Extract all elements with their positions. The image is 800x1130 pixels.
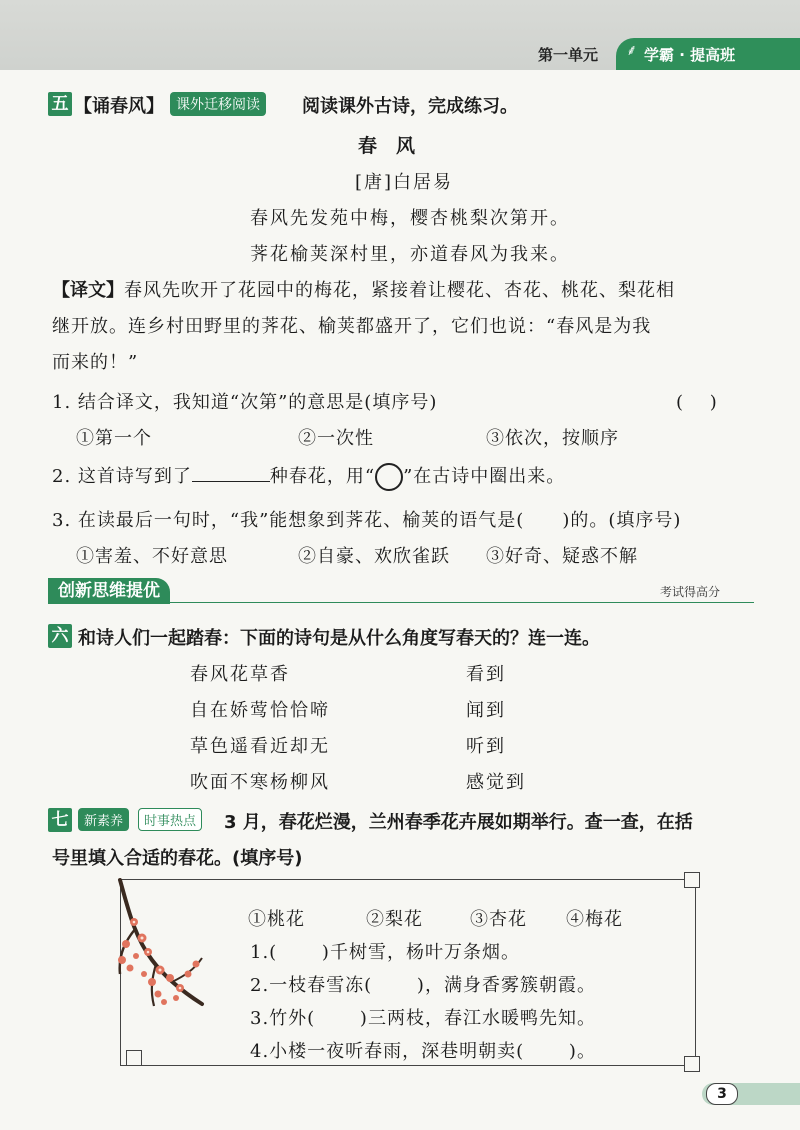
innovation-note: 考试得高分 [660,585,721,599]
fill-line-2[interactable]: 2.一枝春雪冻( )，满身香雾簇朝霞。 [250,975,596,996]
brand-label: 学霸 · 提高班 [644,46,736,64]
q1-option-3: ③依次，按顺序 [486,428,619,449]
question-2-part-a: 2. 这首诗写到了 [52,466,192,487]
fill-line-1[interactable]: 1.( )千树雪，杨叶万条烟。 [250,942,520,963]
section-5-number: 五 [48,92,72,116]
frame-corner-bottom-left [126,1050,142,1066]
section-5-instruction: 阅读课外古诗，完成练习。 [302,96,518,117]
translation-line-1 [52,276,675,302]
flower-option-4: ④梅花 [566,909,623,930]
question-1: 1. 结合译文，我知道“次第”的意思是(填序号) [52,392,438,413]
q1-option-2: ②一次性 [298,428,374,449]
match-right-4[interactable]: 感觉到 [466,772,526,793]
question-1-answer-paren[interactable]: ( ) [676,392,718,413]
section-7-instruction-2: 号里填入合适的春花。(填序号) [52,848,303,869]
innovation-rule [48,602,754,603]
match-left-4[interactable]: 吹面不寒杨柳风 [190,772,330,793]
question-2-part-c: ”在古诗中圈出来。 [403,466,566,487]
flower-option-2: ②梨花 [366,909,423,930]
section-7-instruction-1: 3 月，春花烂漫，兰州春季花卉展如期举行。查一查，在括 [224,812,693,833]
frame-corner-bottom-right [684,1056,700,1072]
mortarboard-icon: ⸙ [626,41,638,59]
innovation-banner: 创新思维提优 [48,578,170,604]
match-right-2[interactable]: 闻到 [466,700,506,721]
section-7-badge-1: 新素养 [78,808,129,831]
section-5-tag: 【诵春风】 [74,96,164,117]
question-2-part-b: 种春花，用“ [269,466,376,487]
question-3: 3. 在读最后一句时，“我”能想象到荠花、榆荚的语气是( )的。(填序号) [52,510,682,531]
unit-label: 第一单元 [538,46,599,64]
match-right-3[interactable]: 听到 [466,736,506,757]
match-left-2[interactable]: 自在娇莺恰恰啼 [190,700,330,721]
q3-option-3: ③好奇、疑惑不解 [486,546,638,567]
section-6-number: 六 [48,624,72,648]
poem-line-1: 春风先发苑中梅，樱杏桃梨次第开。 [250,208,570,229]
plum-blossom-branch-icon [106,878,210,1018]
circle-mark-icon [375,463,403,491]
match-left-3[interactable]: 草色遥看近却无 [190,736,330,757]
fill-line-4[interactable]: 4.小楼一夜听春雨，深巷明朝卖( )。 [250,1041,596,1062]
poem-author: [唐]白居易 [355,172,454,193]
page-number: 3 [706,1083,738,1105]
translation-line-2: 继开放。连乡村田野里的荠花、榆荚都盛开了，它们也说：“春风是为我 [52,316,652,337]
fill-line-3[interactable]: 3.竹外( )三两枝，春江水暖鸭先知。 [250,1008,596,1029]
section-6-instruction: 和诗人们一起踏春：下面的诗句是从什么角度写春天的？连一连。 [78,628,600,649]
poem-line-2: 荠花榆荚深村里，亦道春风为我来。 [250,244,570,265]
translation-text-1: 春风先吹开了花园中的梅花，紧接着让樱花、杏花、桃花、梨花相 [124,280,675,301]
question-2-blank[interactable] [192,465,270,482]
q1-option-1: ①第一个 [76,428,152,449]
q3-option-1: ①害羞、不好意思 [76,546,228,567]
question-2 [52,462,565,491]
translation-line-3: 而来的！” [52,352,139,373]
poem-title: 春 风 [358,135,416,157]
section-7-number: 七 [48,808,72,832]
flower-option-3: ③杏花 [470,909,527,930]
frame-corner-top-right [684,872,700,888]
translation-label: 【译文】 [52,280,124,301]
flower-option-1: ①桃花 [248,909,305,930]
section-5-badge: 课外迁移阅读 [170,92,266,116]
section-7-badge-2: 时事热点 [138,808,202,831]
match-right-1[interactable]: 看到 [466,664,506,685]
match-left-1[interactable]: 春风花草香 [190,664,290,685]
q3-option-2: ②自豪、欢欣雀跃 [298,546,450,567]
